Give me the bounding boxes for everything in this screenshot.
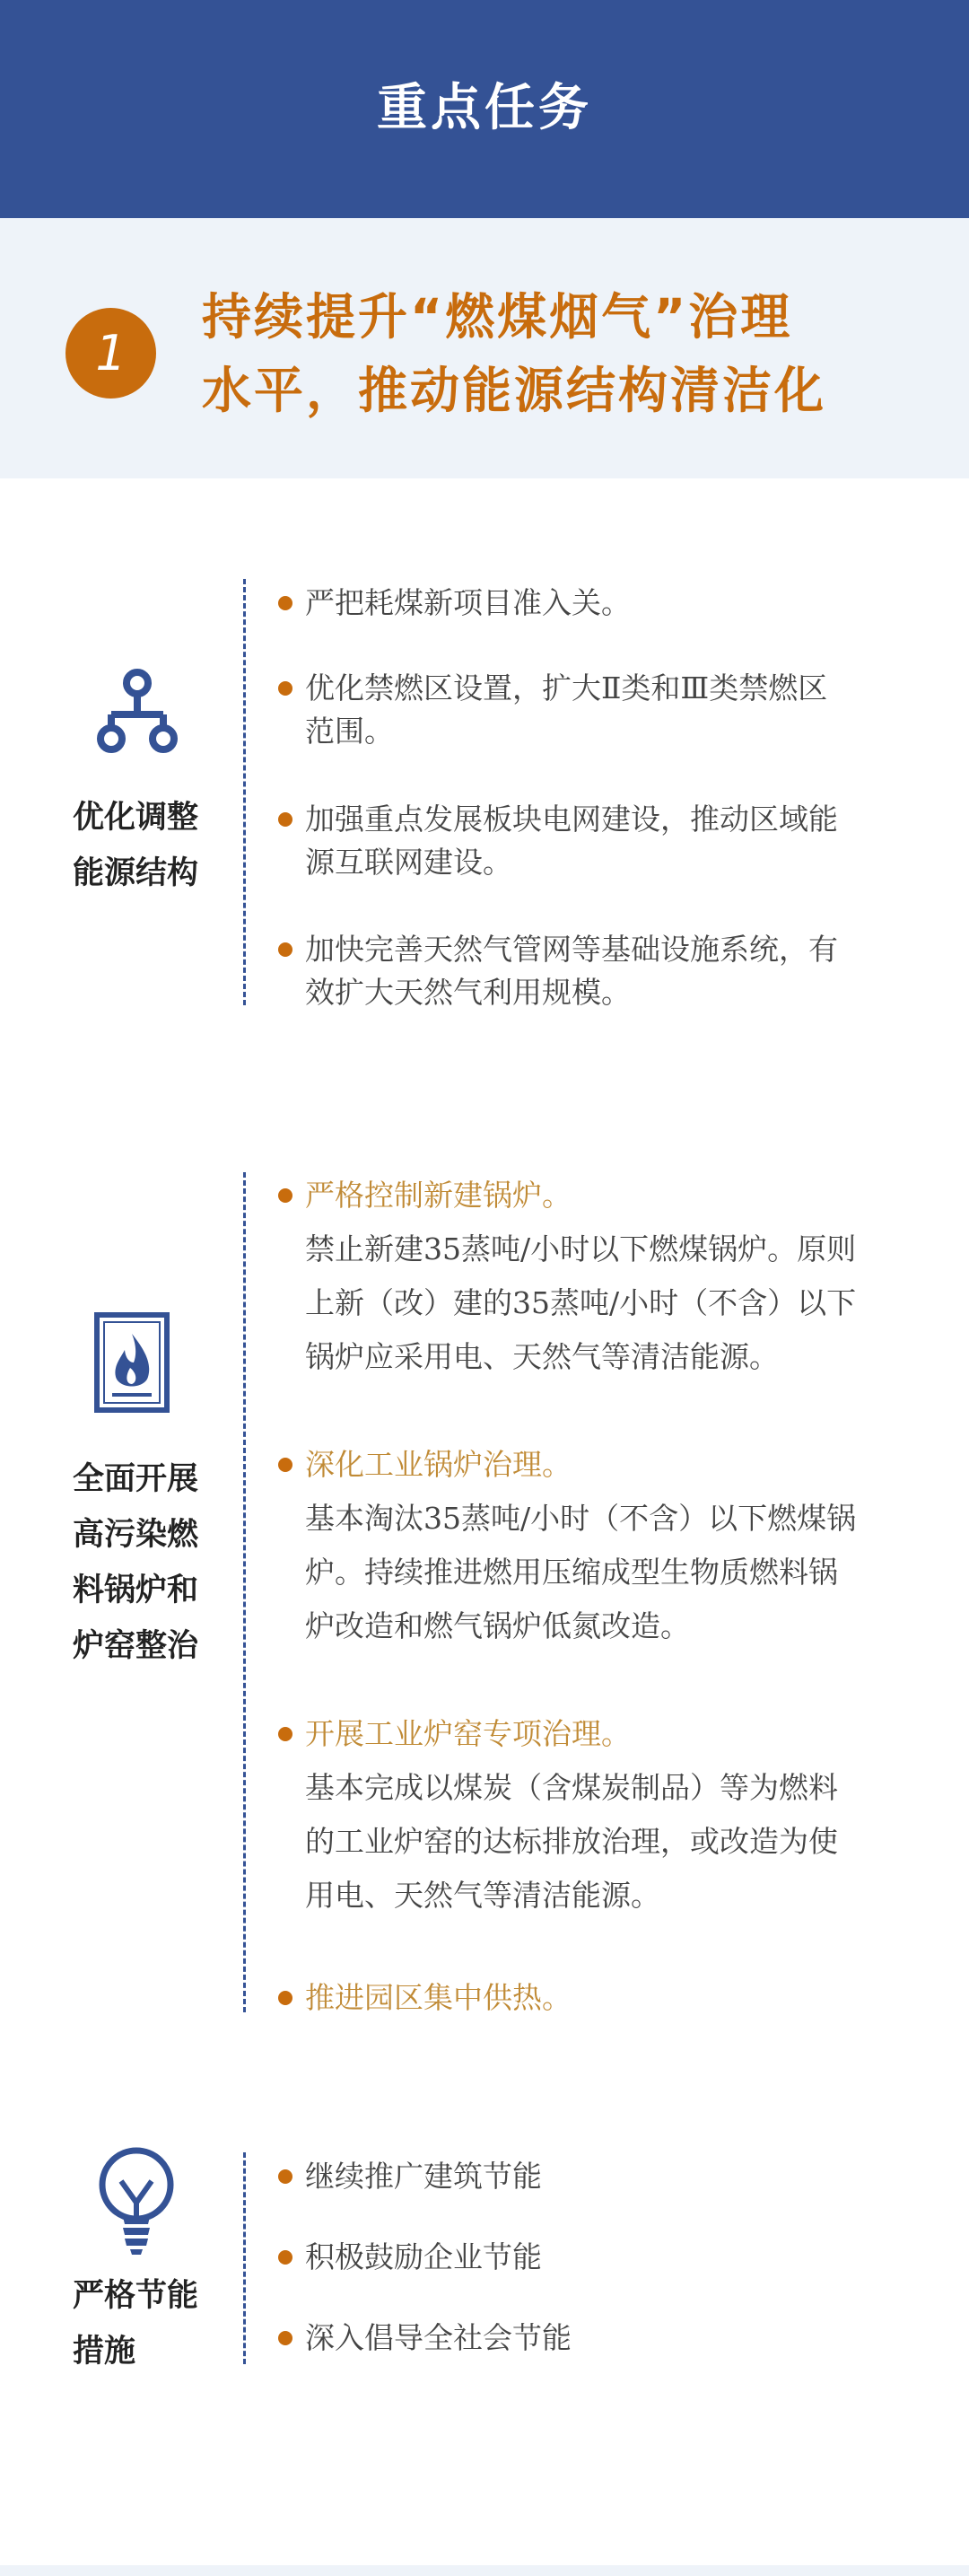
bottom-bar xyxy=(0,2565,969,2576)
item-text xyxy=(305,667,933,753)
item-line: 范围。 xyxy=(305,714,394,749)
section-label-line: 能源结构 xyxy=(73,855,199,891)
bullet-dot xyxy=(278,1727,292,1741)
bullet-dot xyxy=(278,2331,292,2345)
item-line: 禁止新建35蒸吨/小时以下燃煤锅炉。原则 xyxy=(305,1231,857,1266)
item-line: 的工业炉窑的达标排放治理，或改造为使 xyxy=(305,1824,838,1859)
section-label-line: 全面开展 xyxy=(73,1461,199,1497)
item-heading xyxy=(305,1707,933,1761)
section-label-line: 严格节能 xyxy=(73,2278,199,2314)
bullet-dot xyxy=(278,681,292,696)
item-line: 基本完成以煤炭（含煤炭制品）等为燃料 xyxy=(305,1770,838,1805)
item-heading-text: 开展工业炉窑专项治理。 xyxy=(305,1716,631,1751)
item-line: 深入倡导全社会节能 xyxy=(305,2320,572,2355)
section-divider xyxy=(243,579,246,1005)
item-text xyxy=(305,2236,933,2279)
item-line: 继续推广建筑节能 xyxy=(305,2159,542,2194)
hierarchy-icon xyxy=(92,668,182,758)
section-label-line: 措施 xyxy=(73,2334,136,2370)
item-line: 加快完善天然气管网等基础设施系统，有 xyxy=(305,932,838,967)
bullet-dot xyxy=(278,1991,292,2005)
item-heading-text: 深化工业锅炉治理。 xyxy=(305,1447,572,1482)
section-label-line: 高污染燃 xyxy=(73,1517,199,1553)
item-line: 锅炉应采用电、天然气等清洁能源。 xyxy=(305,1339,779,1374)
item-line: 炉改造和燃气锅炉低氮改造。 xyxy=(305,1608,690,1643)
item-text xyxy=(305,582,933,625)
item-body xyxy=(305,1492,951,1653)
number-badge: 1 xyxy=(65,308,156,399)
section-divider xyxy=(243,2152,246,2364)
bullet-dot xyxy=(278,596,292,610)
lightbulb-icon xyxy=(96,2147,177,2260)
section-divider xyxy=(243,1172,246,2012)
item-heading xyxy=(305,1169,933,1222)
subhead-title-line: 水平，推动能源结构清洁化 xyxy=(202,362,827,419)
page-header xyxy=(0,0,969,218)
subhead-title xyxy=(202,280,938,427)
section-label-energy-structure xyxy=(73,790,198,901)
item-heading xyxy=(305,1971,933,2025)
subhead-title-line: 持续提升“燃煤烟气”治理 xyxy=(202,288,793,346)
item-heading-text: 严格控制新建锅炉。 xyxy=(305,1178,572,1213)
item-line: 效扩大天然气利用规模。 xyxy=(305,975,631,1010)
item-text xyxy=(305,2317,933,2360)
item-line: 优化禁燃区设置，扩大Ⅱ类和Ⅲ类禁燃区 xyxy=(305,670,828,705)
item-text xyxy=(305,798,933,884)
section-label-line: 料锅炉和 xyxy=(73,1573,199,1608)
item-line: 炉。持续推进燃用压缩成型生物质燃料锅 xyxy=(305,1555,838,1590)
section-label-line: 优化调整 xyxy=(73,800,199,836)
item-heading xyxy=(305,1438,933,1492)
item-line: 加强重点发展板块电网建设，推动区域能 xyxy=(305,802,838,837)
flame-icon xyxy=(94,1312,170,1413)
item-body xyxy=(305,1222,951,1384)
section-label-boiler xyxy=(73,1451,198,1674)
item-line: 源互联网建设。 xyxy=(305,845,512,880)
section-label-energy-saving xyxy=(73,2268,198,2379)
item-line: 严把耗煤新项目准入关。 xyxy=(305,585,631,620)
item-line: 用电、天然气等清洁能源。 xyxy=(305,1878,660,1913)
bullet-dot xyxy=(278,812,292,827)
page-title: 重点任务 xyxy=(377,78,592,137)
item-text xyxy=(305,928,933,1014)
item-line: 积极鼓励企业节能 xyxy=(305,2239,542,2274)
item-body xyxy=(305,1761,951,1923)
bullet-dot xyxy=(278,1188,292,1203)
item-heading-text: 推进园区集中供热。 xyxy=(305,1980,572,2015)
bullet-dot xyxy=(278,942,292,957)
section-label-line: 炉窑整治 xyxy=(73,1628,199,1664)
item-text xyxy=(305,2155,933,2198)
item-line: 基本淘汰35蒸吨/小时（不含）以下燃煤锅 xyxy=(305,1501,857,1536)
bullet-dot xyxy=(278,2169,292,2184)
item-line: 上新（改）建的35蒸吨/小时（不含）以下 xyxy=(305,1285,857,1320)
bullet-dot xyxy=(278,1458,292,1472)
bullet-dot xyxy=(278,2250,292,2265)
